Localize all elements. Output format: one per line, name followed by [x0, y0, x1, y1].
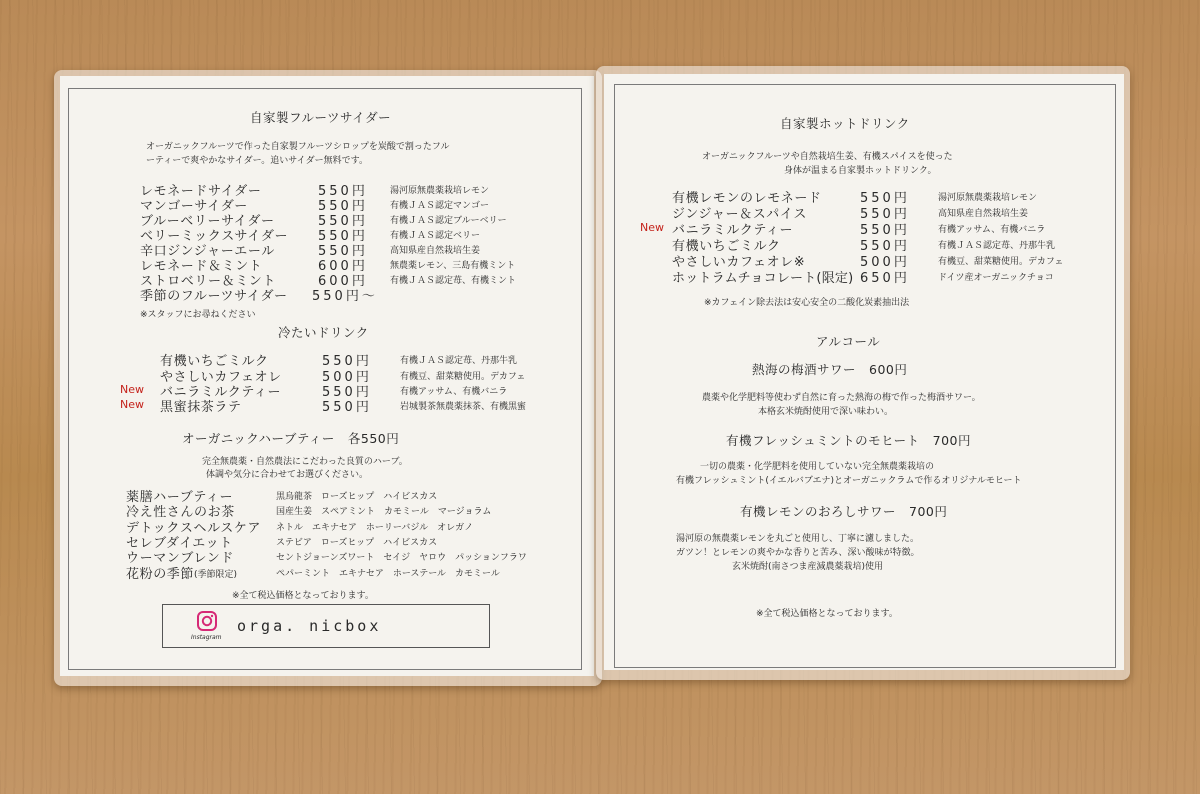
- hot-drinks-desc-2: 身体が温まる自家製ホットドリンク。: [784, 166, 937, 176]
- menu-item-note: 有機豆、甜菜糖使用。デカフェ: [938, 257, 1064, 267]
- menu-item-name: やさしいカフェオレ※: [672, 255, 806, 270]
- menu-item-name: 有機レモンのレモネード: [672, 191, 822, 206]
- instagram-logo-label: Instagram: [191, 634, 222, 641]
- menu-item-name: ブルーベリーサイダー: [140, 214, 275, 229]
- fruit-cider-desc-1: オーガニックフルーツで作った自家製フルーツシロップを炭酸で割ったフル: [146, 142, 450, 152]
- new-badge: New: [120, 383, 144, 396]
- ume-sour-title: 熱海の梅酒サワー 600円: [752, 362, 908, 377]
- menu-item-price: 650円: [860, 271, 910, 286]
- menu-item-price: 550円: [318, 184, 368, 199]
- hot-drinks-desc-1: オーガニックフルーツや自然栽培生姜、有機スパイスを使った: [702, 152, 953, 162]
- herb-item-ingredients: 国産生姜 スペアミント カモミール マージョラム: [276, 507, 492, 517]
- right-menu-page: [604, 74, 1124, 670]
- mojito-desc-2: 有機フレッシュミント(イエルバブエナ)とオーガニックラムで作るオリジナルモヒート: [676, 476, 1022, 486]
- herb-item-name: 薬膳ハーブティー: [126, 490, 234, 505]
- menu-item-name: ホットラムチョコレート(限定): [672, 271, 854, 286]
- herb-item-ingredients: ペパーミント エキナセア ホーステール カモミール: [276, 569, 500, 579]
- menu-item-name: やさしいカフェオレ: [160, 370, 282, 385]
- herb-tea-desc-2: 体調や気分に合わせてお選びください。: [206, 470, 369, 480]
- menu-item-price: 500円: [322, 370, 372, 385]
- tax-footnote: ※全て税込価格となっております。: [232, 591, 374, 601]
- menu-item-price: 550円: [318, 199, 368, 214]
- herb-item-name: セレブダイエット: [126, 536, 233, 551]
- instagram-handle: orga. nicbox: [237, 617, 382, 635]
- cold-drinks-heading: 冷たいドリンク: [278, 325, 369, 340]
- herb-tea-heading: オーガニックハーブティー 各550円: [182, 431, 400, 446]
- ume-sour-desc-1: 農薬や化学肥料等使わず自然に育った熱海の梅で作った梅酒サワー。: [702, 393, 981, 403]
- lemon-sour-desc-2: ガツン！とレモンの爽やかな香りと苦み、深い酸味が特徴。: [676, 548, 920, 558]
- menu-item-price: 550円〜: [312, 289, 378, 304]
- new-badge: New: [120, 398, 144, 411]
- instagram-icon: [197, 611, 217, 631]
- herb-item-name: デトックスヘルスケア: [126, 521, 262, 536]
- menu-item-note: 高知県産自然栽培生姜: [390, 246, 481, 256]
- menu-item-name: 有機いちごミルク: [160, 354, 269, 369]
- menu-item-name: 有機いちごミルク: [672, 239, 781, 254]
- instagram-banner: [162, 604, 490, 648]
- hot-drinks-heading: 自家製ホットドリンク: [780, 116, 910, 131]
- lemon-sour-title: 有機レモンのおろしサワー 700円: [740, 504, 948, 519]
- menu-item-price: 550円: [318, 214, 368, 229]
- menu-item-price: 550円: [322, 385, 372, 400]
- menu-item-name: レモネード＆ミント: [140, 259, 263, 274]
- mojito-title: 有機フレッシュミントのモヒート 700円: [726, 433, 971, 448]
- menu-item-note: 有機豆、甜菜糖使用。デカフェ: [400, 372, 526, 382]
- menu-item-note: 有機ＪＡＳ認定ベリー: [390, 231, 481, 241]
- menu-item-price: 600円: [318, 274, 368, 289]
- herb-item-ingredients: ステビア ローズヒップ ハイビスカス: [276, 538, 438, 548]
- menu-item-note: 有機アッサム、有機バニラ: [400, 387, 508, 397]
- left-menu-page: [60, 76, 594, 676]
- menu-item-price: 550円: [860, 223, 910, 238]
- menu-item-note: 有機ＪＡＳ認定苺、丹那牛乳: [938, 241, 1056, 251]
- herb-item-ingredients: 黒烏龍茶 ローズヒップ ハイビスカス: [276, 492, 438, 502]
- menu-item-note: 有機ＪＡＳ認定苺、丹那牛乳: [400, 356, 518, 366]
- herb-item-name: 花粉の季節: [126, 567, 195, 582]
- lemon-sour-desc-3: 玄米焼酎(南さつま産減農薬栽培)使用: [732, 562, 884, 572]
- tax-footnote: ※全て税込価格となっております。: [756, 609, 898, 619]
- menu-item-name: バニラミルクティー: [160, 385, 282, 400]
- menu-item-name: ジンジャー＆スパイス: [672, 207, 807, 222]
- menu-item-name: 辛口ジンジャーエール: [140, 244, 275, 259]
- menu-item-note: 湯河原無農薬栽培レモン: [938, 193, 1038, 203]
- menu-item-note: 岩城製茶無農薬抹茶、有機黒蜜: [400, 402, 527, 412]
- menu-item-note: 無農薬レモン、三島有機ミント: [390, 261, 516, 271]
- caffeine-footnote: ※カフェイン除去法は安心安全の二酸化炭素抽出法: [704, 298, 910, 308]
- menu-item-note: 有機ＪＡＳ認定ブルーベリー: [390, 216, 507, 226]
- alcohol-heading: アルコール: [816, 334, 881, 349]
- menu-item-name: バニラミルクティー: [672, 223, 794, 238]
- menu-item-price: 600円: [318, 259, 368, 274]
- menu-item-note: 有機ＪＡＳ認定苺、有機ミント: [390, 276, 517, 286]
- menu-item-name: 季節のフルーツサイダー: [140, 289, 288, 304]
- menu-item-price: 550円: [860, 239, 910, 254]
- menu-item-name: レモネードサイダー: [140, 184, 262, 199]
- lemon-sour-desc-1: 湯河原の無農薬レモンを丸ごと使用し、丁寧に濾しました。: [676, 534, 920, 544]
- menu-item-name: ベリーミックスサイダー: [140, 229, 289, 244]
- mojito-desc-1: 一切の農薬・化学肥料を使用していない完全無農薬栽培の: [700, 462, 935, 472]
- menu-item-price: 550円: [860, 207, 910, 222]
- fruit-cider-desc-2: ーティーで爽やかなサイダー。追いサイダー無料です。: [146, 156, 368, 166]
- menu-item-price: 550円: [322, 354, 372, 369]
- menu-item-name: ストロベリー＆ミント: [140, 274, 277, 289]
- menu-item-price: 550円: [318, 244, 368, 259]
- fruit-cider-footnote: ※スタッフにお尋ねください: [140, 310, 256, 320]
- herb-item-ingredients: ネトル エキナセア ホーリーバジル オレガノ: [276, 523, 474, 533]
- menu-item-note: 有機ＪＡＳ認定マンゴー: [390, 201, 490, 211]
- herb-item-ingredients: セントジョーンズワート セイジ ヤロウ パッションフラワ: [276, 553, 527, 563]
- ume-sour-desc-2: 本格玄米焼酎使用で深い味わい。: [758, 407, 894, 417]
- menu-item-note: 湯河原無農薬栽培レモン: [390, 186, 490, 196]
- menu-item-price: 500円: [860, 255, 910, 270]
- menu-item-note: 有機アッサム、有機バニラ: [938, 225, 1046, 235]
- menu-item-name: マンゴーサイダー: [140, 199, 248, 214]
- menu-item-price: 550円: [318, 229, 368, 244]
- menu-item-note: ドイツ産オーガニックチョコ: [938, 273, 1054, 283]
- fruit-cider-heading: 自家製フルーツサイダー: [250, 110, 392, 125]
- menu-item-price: 550円: [322, 400, 372, 415]
- herb-tea-desc-1: 完全無農薬・自然農法にこだわった良質のハーブ。: [202, 457, 408, 467]
- herb-item-name: ウーマンブレンド: [126, 551, 234, 566]
- menu-item-note: 高知県産自然栽培生姜: [938, 209, 1029, 219]
- menu-item-name: 黒蜜抹茶ラテ: [160, 400, 242, 415]
- new-badge: New: [640, 221, 664, 234]
- herb-item-name: 冷え性さんのお茶: [126, 505, 235, 520]
- menu-item-price: 550円: [860, 191, 910, 206]
- herb-item-tag: (季節限定): [194, 570, 238, 580]
